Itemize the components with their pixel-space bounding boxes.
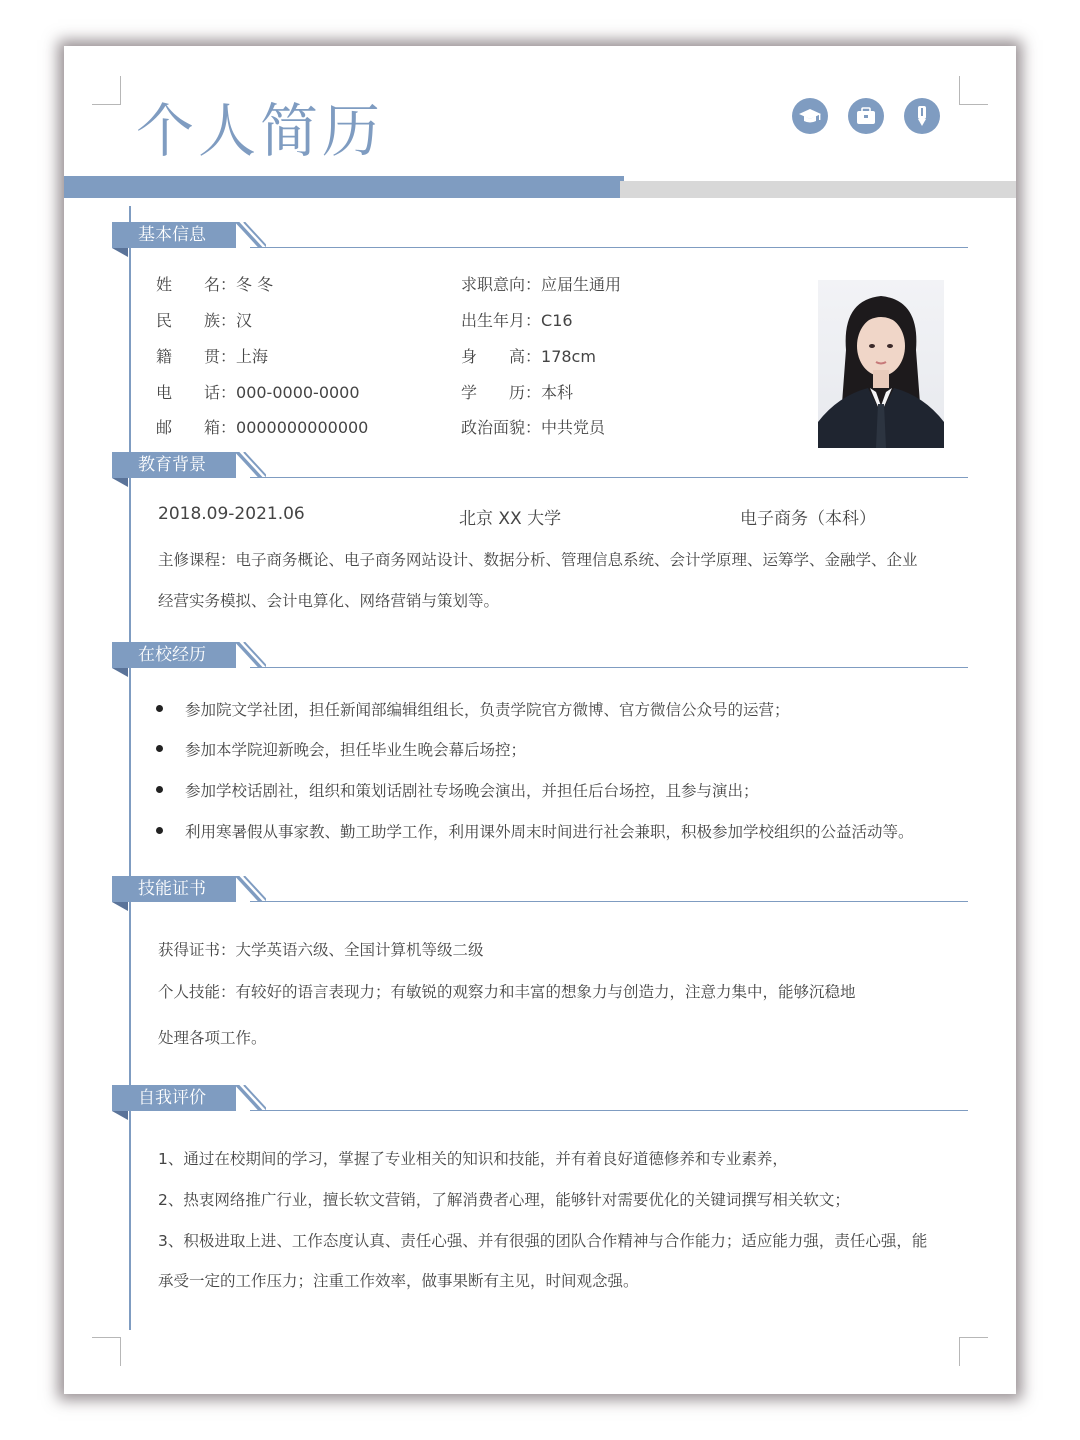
edu-period: 2018.09-2021.06	[158, 504, 305, 524]
header-icons	[792, 98, 940, 134]
skills-certificates: 获得证书：大学英语六级、全国计算机等级二级	[158, 941, 484, 959]
info-value: 178cm	[541, 347, 596, 366]
section-header	[112, 222, 968, 248]
self-eval-line: 3、积极进取上进、工作态度认真、责任心强、并有很强的团队合作精神与合作能力；适应能力强，责任心强，能	[158, 1232, 928, 1250]
header-banner	[64, 176, 624, 198]
section-title: 在校经历	[112, 642, 236, 668]
bullet-icon	[156, 827, 163, 834]
info-political	[461, 415, 605, 438]
campus-item-text: 参加本学院迎新晚会，担任毕业生晚会幕后场控；	[185, 741, 527, 759]
section-fold	[112, 902, 128, 911]
section-self-eval	[112, 1085, 968, 1290]
self-eval-line: 承受一定的工作压力；注重工作效率，做事果断有主见，时间观念强。	[158, 1272, 639, 1290]
section-header	[112, 876, 968, 902]
section-rule	[250, 247, 968, 248]
info-value: C16	[541, 311, 573, 330]
info-job-intention	[461, 272, 621, 295]
info-label: 邮 箱：	[156, 418, 237, 437]
campus-item-text: 参加学校话剧社，组织和策划话剧社专场晚会演出，并担任后台场控，且参与演出；	[185, 782, 759, 800]
edu-major: 电子商务（本科）	[740, 509, 876, 529]
section-education	[112, 452, 968, 610]
info-label: 学 历：	[461, 383, 542, 402]
self-eval-line: 2、热衷网络推广行业，擅长软文营销，了解消费者心理，能够针对需要优化的关键词撰写相关软文；	[158, 1191, 850, 1209]
section-stripes	[226, 452, 266, 478]
section-header	[112, 1085, 968, 1111]
crop-mark-bottom-right	[959, 1337, 988, 1366]
info-value: 冬 冬	[236, 275, 274, 294]
info-label: 出生年月：	[461, 311, 542, 330]
profile-photo	[818, 280, 944, 448]
resume-page	[64, 46, 1016, 1394]
bullet-icon	[156, 745, 163, 752]
info-label: 姓 名：	[156, 275, 237, 294]
info-phone	[156, 380, 360, 403]
campus-item-text: 利用寒暑假从事家教、勤工助学工作，利用课外周末时间进行社会兼职，积极参加学校组织的公益活动等。	[185, 823, 914, 841]
info-hometown	[156, 344, 268, 367]
info-value: 应届生通用	[541, 275, 622, 294]
section-skills	[112, 876, 968, 1047]
resume-title: 个人简历	[136, 97, 385, 165]
section-stripes	[226, 1085, 266, 1111]
info-value: 0000000000000	[236, 418, 369, 437]
info-label: 电 话：	[156, 383, 237, 402]
info-ethnicity	[156, 308, 252, 331]
info-degree	[461, 380, 573, 403]
section-title: 技能证书	[112, 876, 236, 902]
info-label: 籍 贯：	[156, 347, 237, 366]
section-title: 基本信息	[112, 222, 236, 248]
section-title: 自我评价	[112, 1085, 236, 1111]
section-fold	[112, 248, 128, 257]
section-header	[112, 642, 968, 668]
info-label: 民 族：	[156, 311, 237, 330]
info-label: 求职意向：	[461, 275, 542, 294]
graduation-cap-icon	[792, 98, 828, 134]
section-fold	[112, 1111, 128, 1120]
bullet-icon	[156, 786, 163, 793]
timeline-rail	[129, 206, 131, 1330]
info-value: 汉	[236, 311, 253, 330]
section-stripes	[226, 222, 266, 248]
section-rule	[250, 901, 968, 902]
section-rule	[250, 1110, 968, 1111]
pen-icon	[904, 98, 940, 134]
section-campus	[112, 642, 968, 841]
bullet-icon	[156, 705, 163, 712]
info-value: 中共党员	[541, 418, 606, 437]
info-label: 政治面貌：	[461, 418, 542, 437]
info-value: 本科	[541, 383, 574, 402]
skills-personal-line2: 处理各项工作。	[158, 1029, 267, 1047]
info-value: 000-0000-0000	[236, 383, 360, 402]
info-height	[461, 344, 596, 367]
section-rule	[250, 477, 968, 478]
info-value: 上海	[236, 347, 269, 366]
section-title: 教育背景	[112, 452, 236, 478]
info-birth	[461, 308, 573, 331]
briefcase-icon	[848, 98, 884, 134]
section-basic-info	[112, 222, 968, 437]
campus-item	[156, 779, 759, 801]
campus-item-text: 参加院文学社团，担任新闻部编辑组组长，负责学院官方微博、官方微信公众号的运营；	[185, 701, 790, 719]
self-eval-line: 1、通过在校期间的学习，掌握了专业相关的知识和技能，并有着良好道德修养和专业素养，	[158, 1150, 788, 1168]
section-fold	[112, 668, 128, 677]
skills-personal-line1: 个人技能：有较好的语言表现力；有敏锐的观察力和丰富的想象力与创造力，注意力集中，能够沉稳地	[158, 983, 856, 1001]
section-stripes	[226, 876, 266, 902]
campus-item	[156, 698, 790, 720]
section-header	[112, 452, 968, 478]
crop-mark-top-right	[959, 76, 988, 105]
campus-item	[156, 738, 526, 760]
campus-item	[156, 820, 914, 842]
info-label: 身 高：	[461, 347, 542, 366]
info-name	[156, 272, 273, 295]
edu-school: 北京 XX 大学	[459, 509, 562, 529]
header-banner-gray	[620, 181, 1016, 198]
crop-mark-bottom-left	[92, 1337, 121, 1366]
section-rule	[250, 667, 968, 668]
edu-courses-line1: 主修课程：电子商务概论、电子商务网站设计、数据分析、管理信息系统、会计学原理、运筹学、金融学、企业	[158, 551, 918, 569]
edu-courses-line2: 经营实务模拟、会计电算化、网络营销与策划等。	[158, 592, 500, 610]
info-email	[156, 415, 368, 438]
section-fold	[112, 478, 128, 487]
crop-mark-top-left	[92, 76, 121, 105]
section-stripes	[226, 642, 266, 668]
